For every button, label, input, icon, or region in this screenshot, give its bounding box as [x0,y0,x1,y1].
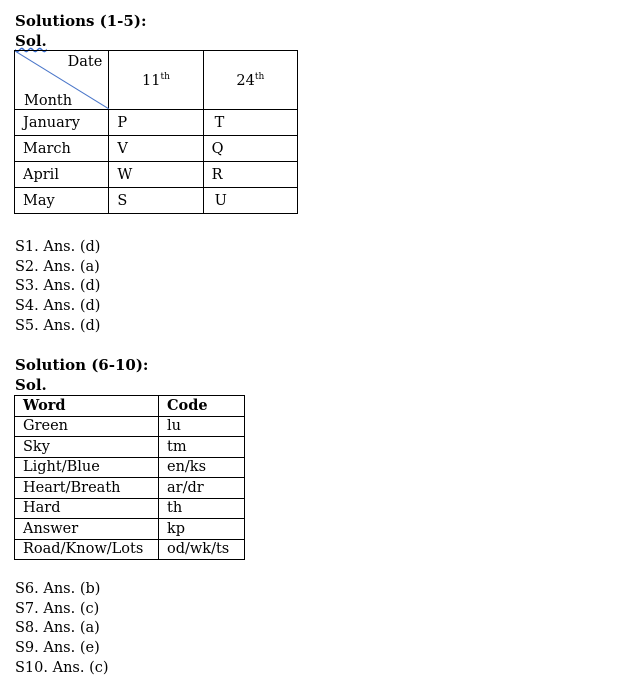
column-header-24th: 24th [203,51,297,110]
answer-line: S5. Ans. (d) [15,317,101,334]
value-cell: S [109,188,203,214]
table-row [15,437,245,458]
word-cell: Answer [15,519,159,540]
table-row [15,416,245,437]
code-cell: od/wk/ts [159,539,245,560]
table-row [15,539,245,560]
table-header-row [15,51,298,110]
answer-line: S3. Ans. (d) [15,278,101,295]
table-row [15,519,245,540]
value-cell: W [109,162,203,188]
month-cell: March [15,136,109,162]
code-cell: lu [159,416,245,437]
value-cell: T [203,110,297,136]
answer-line: S6. Ans. (b) [15,581,101,597]
section2-sol-label: Sol. [15,376,47,394]
code-cell: kp [159,519,245,540]
answer-line: S9. Ans. (e) [15,640,100,657]
answer-line: S4. Ans. (d) [15,298,101,315]
value-cell: V [109,136,203,162]
section2-title: Solution (6-10): [15,356,149,374]
word-code-table [14,395,245,560]
answers-6-10 [15,580,109,679]
answer-line: S7. Ans. (c) [15,600,100,617]
corner-date-label: Date [67,54,103,70]
code-cell: en/ks [159,457,245,478]
section1-sol-label: Sol. [15,32,47,50]
corner-month-label: Month [24,93,73,109]
answer-line: S1. Ans. (d) [15,239,101,255]
word-cell: Green [15,416,159,437]
date-month-table [14,50,298,214]
value-cell: U [203,188,297,214]
answer-line: S2. Ans. (a) [15,258,100,275]
code-cell: th [159,498,245,519]
column-header-11th: 11th [109,51,203,110]
value-cell: P [109,110,203,136]
word-cell: Light/Blue [15,457,159,478]
corner-cell [15,51,109,110]
value-cell: Q [203,136,297,162]
month-cell: January [15,110,109,136]
table-row [15,136,298,162]
table-row [15,498,245,519]
answers-1-5 [15,238,100,337]
header-word: Word [15,396,159,417]
answer-line: S10. Ans. (c) [15,659,109,676]
table-row [15,188,298,214]
value-cell: R [203,162,297,188]
word-cell: Hard [15,498,159,519]
table-row [15,110,298,136]
word-cell: Road/Know/Lots [15,539,159,560]
table-header-row [15,396,245,417]
section1-title: Solutions (1-5): [15,12,147,30]
table-row [15,162,298,188]
month-cell: May [15,188,109,214]
table-row [15,457,245,478]
month-cell: April [15,162,109,188]
word-cell: Heart/Breath [15,478,159,499]
table-row [15,478,245,499]
word-cell: Sky [15,437,159,458]
code-cell: ar/dr [159,478,245,499]
header-code: Code [159,396,245,417]
code-cell: tm [159,437,245,458]
answer-line: S8. Ans. (a) [15,620,100,637]
